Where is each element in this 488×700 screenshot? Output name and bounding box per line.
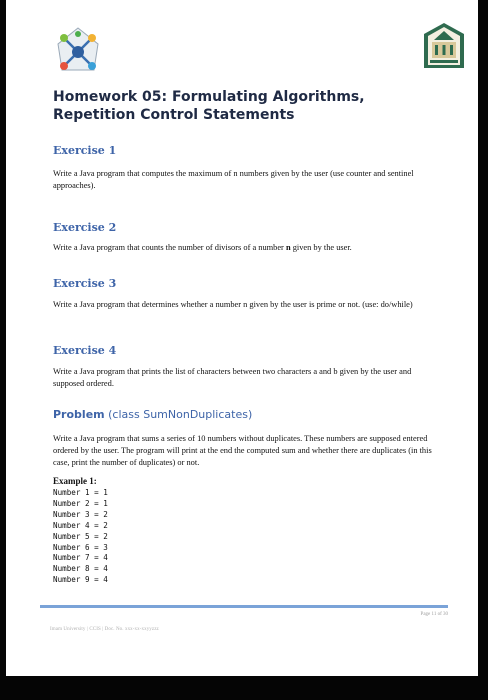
ccis-network-logo-icon	[54, 26, 102, 74]
university-building-logo-icon	[422, 22, 466, 72]
problem-heading-title: Problem	[53, 408, 105, 421]
right-dark-edge	[478, 0, 488, 700]
problem-text: Write a Java program that sums a series of 10 numbers without duplicates. These numbers are supposed entered ordered by the user. The program will print at the end the computed sum and whether there are duplicates (in this case, print the number of duplicates) or not.	[53, 434, 432, 467]
example-line: Number 7 = 4	[53, 553, 108, 563]
exercise-3-text: Write a Java program that determines whether a number n given by the user is prime or not. (use: do/while)	[53, 300, 413, 309]
bottom-dark-edge	[0, 676, 488, 700]
exercise-2-text-end: given by the user.	[290, 243, 352, 252]
example-line: Number 6 = 3	[53, 542, 108, 552]
problem-heading-subtitle: (class SumNonDuplicates)	[108, 408, 253, 421]
exercise-2-bold-n: n	[285, 243, 291, 252]
example-line: Number 3 = 2	[53, 509, 108, 519]
exercise-2-text-part: Write a Java program that counts the number of divisors of a number	[53, 243, 286, 252]
example-line: Number 1 = 1	[53, 488, 108, 497]
exercise-1-heading: Exercise 1	[53, 144, 117, 157]
page-number: Page 11 of 30	[420, 612, 448, 617]
example-line: Number 5 = 2	[53, 531, 108, 541]
problem-heading	[53, 408, 252, 421]
example-label: Example 1:	[53, 476, 97, 486]
page-title: Homework 05: Formulating Algorithms, Repetition Control Statements	[53, 89, 365, 123]
example-line: Number 2 = 1	[53, 498, 108, 508]
example-output	[53, 488, 108, 586]
exercise-4-text: Write a Java program that prints the list of characters between two characters a and b given by the user and supposed ordered.	[53, 367, 412, 388]
exercise-3-heading: Exercise 3	[53, 277, 117, 290]
footer-text: Imam University | CCIS | Doc. No. xxx-xx-xxyyzzz	[50, 627, 159, 632]
example-line: Number 9 = 4	[53, 575, 108, 585]
exercise-4-heading: Exercise 4	[53, 344, 117, 357]
exercise-1-text: Write a Java program that computes the maximum of n numbers given by the user (use counter and sentinel approaches).	[53, 169, 414, 190]
footer-rule	[40, 605, 448, 608]
exercise-2-heading: Exercise 2	[53, 221, 117, 234]
example-line: Number 8 = 4	[53, 564, 108, 574]
example-line: Number 4 = 2	[53, 520, 108, 530]
exercise-2-text	[53, 242, 433, 254]
